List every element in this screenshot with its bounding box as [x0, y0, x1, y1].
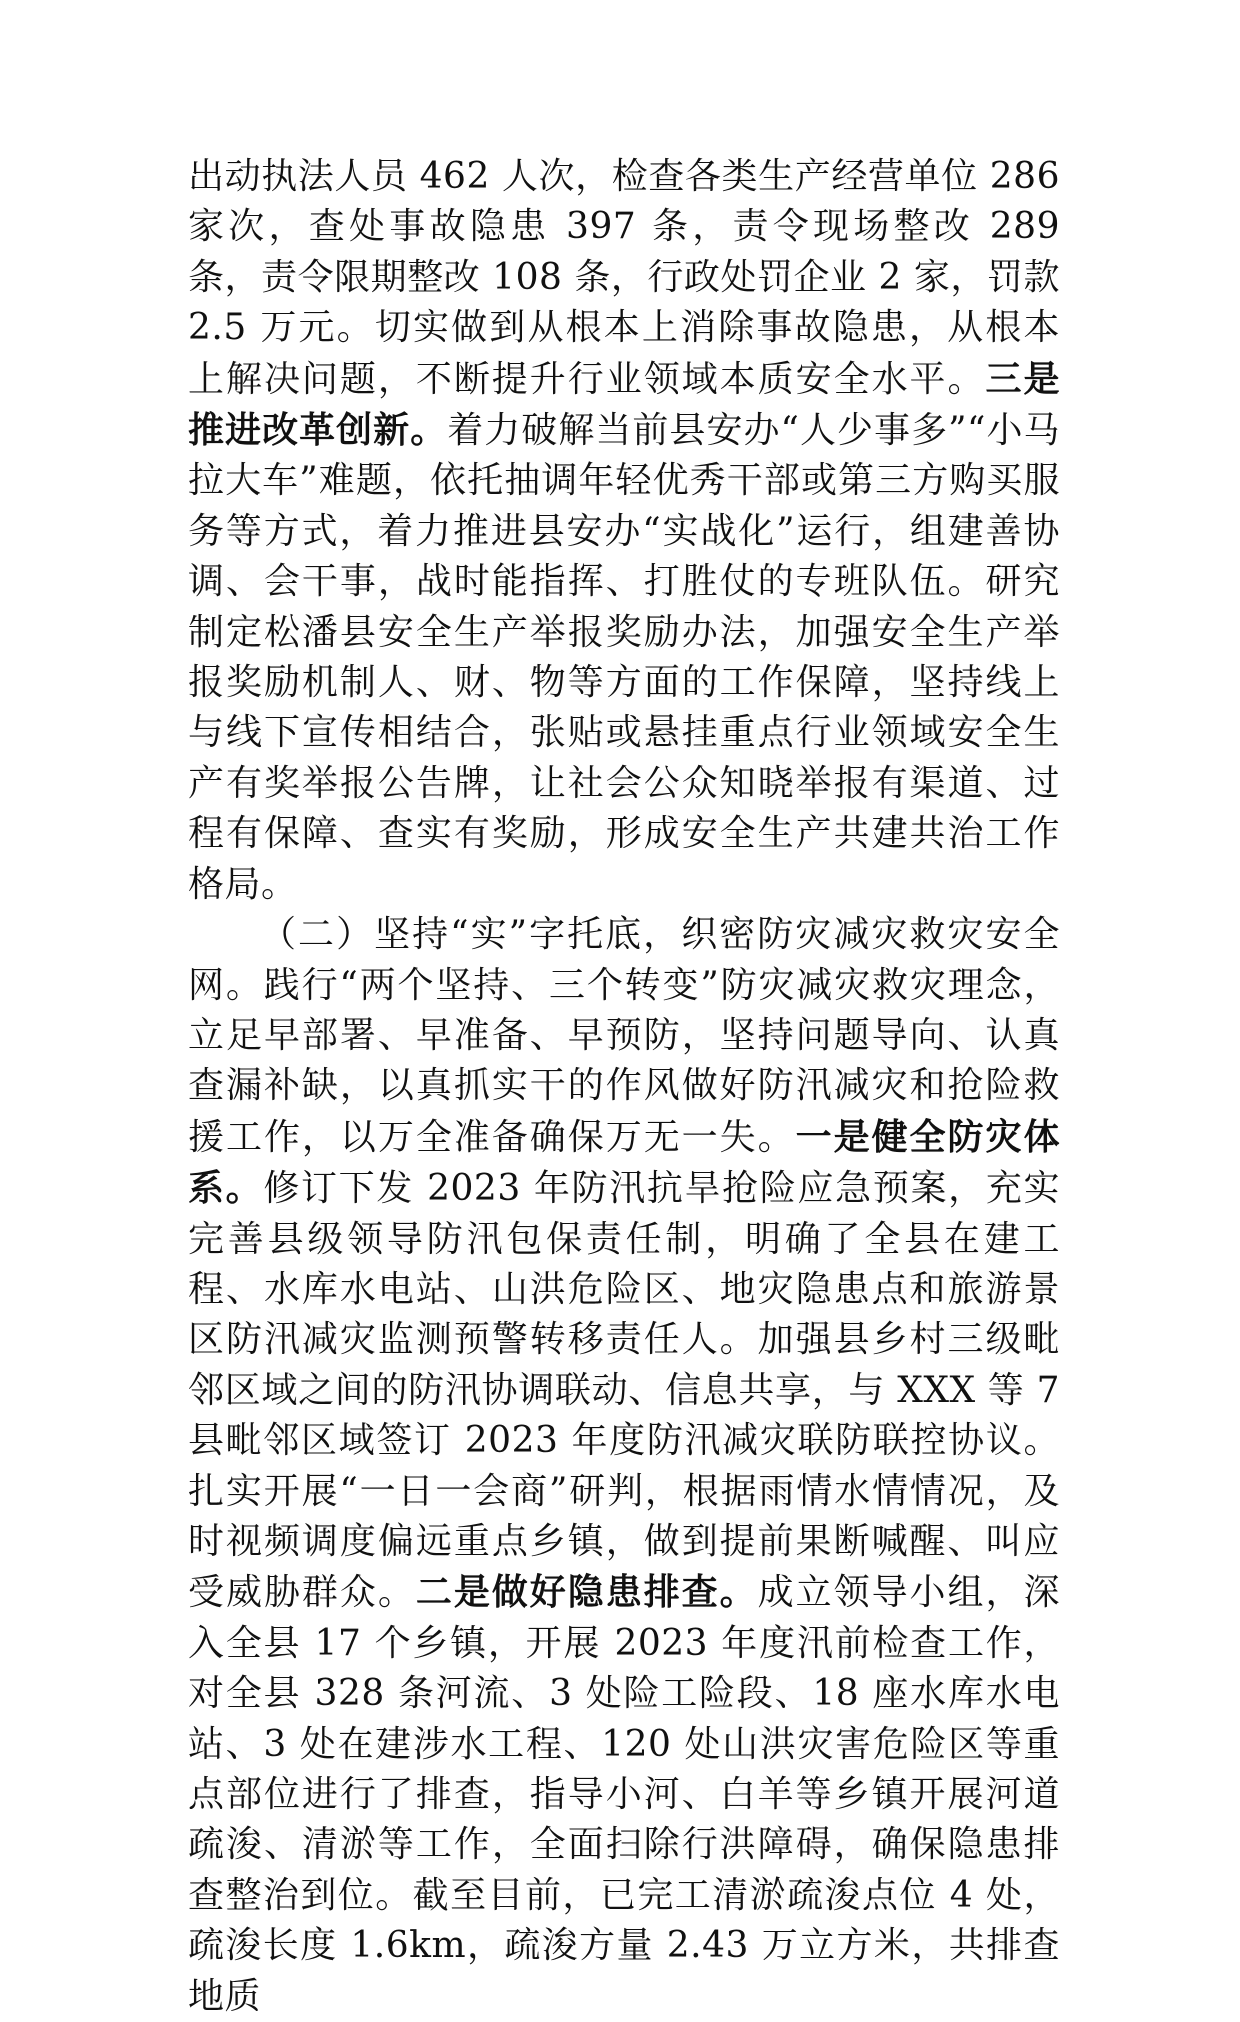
bold-subheading-reform: 三是推进改革创新。 [188, 357, 1060, 452]
body-text: 着力破解当前县安办“人少事多”“小马拉大车”难题，依托抽调年轻优秀干部或第三方购买服务等方式，着力推进县安办“实战化”运行，组建善协调、会干事，战时能指挥、打胜仗的专班队伍。研究制定松潘县安全生产举报奖励办法，加强安全生产举报奖励机制人、财、物等方面的工作保障，坚持线上与线下宣传相结合，张贴或悬挂重点行业领域安全生产有奖举报公告牌，让社会公众知晓举报有渠道、过程有保障、查实有奖励，形成安全生产共建共治工作格局。 [188, 410, 1060, 905]
body-text: 成立领导小组，深入全县 17 个乡镇，开展 2023 年度汛前检查工作，对全县 328 条河流、3 处险工险段、18 座水库水电站、3 处在建涉水工程、120 处山洪灾害危险区等重点部位进行了排查，指导小河、白羊等乡镇开展河道疏浚、清淤等工作，全面扫除行洪障碍，确保隐患排查整治到位。截至目前，已完工清淤疏浚点位 4 处，疏浚长度 1.6km，疏浚方量 2.43 万立方米，共排查地质 [188, 1572, 1060, 2017]
paragraph-disaster-prevention [188, 910, 1060, 2022]
body-text: 修订下发 2023 年防汛抗旱抢险应急预案，充实完善县级领导防汛包保责任制，明确了全县在建工程、水库水电站、山洪危险区、地灾隐患点和旅游景区防汛减灾监测预警转移责任人。加强县乡村三级毗邻区域之间的防汛协调联动、信息共享，与 XXX 等 7 县毗邻区域签订 2023 年度防汛减灾联防联控协议。扎实开展“一日一会商”研判，根据雨情水情情况，及时视频调度偏远重点乡镇，做到提前果断喊醒、叫应受威胁群众。 [188, 1168, 1060, 1614]
section-heading: （二）坚持“实”字托底，织密防灾减灾救灾安全网。 [188, 914, 1060, 1006]
document-page [188, 152, 1060, 2022]
paragraph-law-enforcement [188, 152, 1060, 910]
body-text: 践行“两个坚持、三个转变”防灾减灾救灾理念，立足早部署、早准备、早预防，坚持问题导向、认真查漏补缺，以真抓实干的作风做好防汛减灾和抢险救援工作，以万全准备确保万无一失。 [188, 964, 1060, 1158]
bold-subheading-inspection: 二是做好隐患排查。 [415, 1571, 758, 1614]
bold-subheading-system: 一是健全防灾体系。 [188, 1115, 1060, 1210]
body-text: 出动执法人员 462 人次，检查各类生产经营单位 286 家次，查处事故隐患 397 条，责令现场整改 289 条，责令限期整改 108 条，行政处罚企业 2 家，罚款 2.5 万元。切实做到从根本上消除事故隐患，从根本上解决问题，不断提升行业领域本质安全水平。 [188, 156, 1060, 400]
